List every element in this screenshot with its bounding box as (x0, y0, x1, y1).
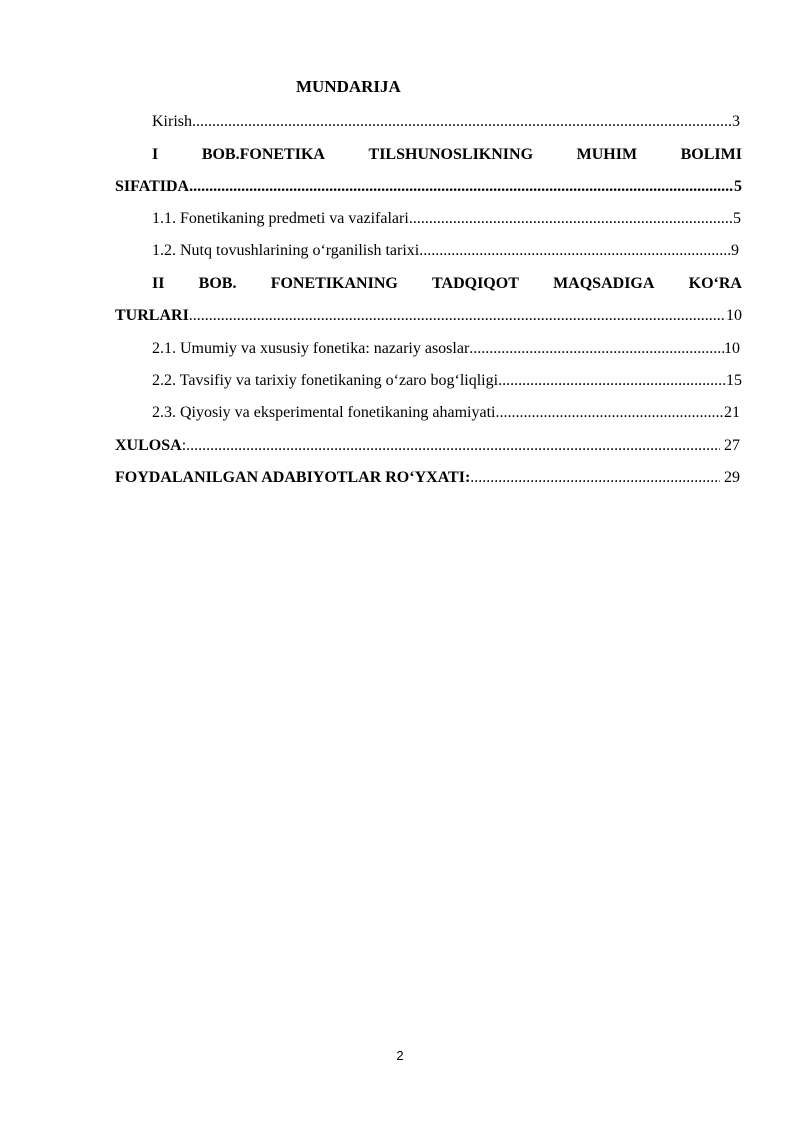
toc-entry-2-2[interactable] (152, 371, 742, 391)
toc-entry-label: XULOSA (115, 437, 182, 454)
page-number: 2 (396, 1048, 404, 1063)
toc-entry-label: 2.2. Tavsifiy va tarixiy fonetikaning o‘zaro bog‘liqligi (152, 372, 499, 389)
leader-dots (189, 306, 726, 326)
toc-entry-page: 10 (724, 340, 740, 357)
toc-entry-suffix: : (181, 437, 187, 454)
toc-entry-page: 10 (726, 307, 742, 324)
heading-word: MUHIM (576, 146, 638, 163)
toc-title: MUNDARIJA (296, 77, 401, 96)
toc-entry-label: TURLARI (115, 307, 189, 324)
toc-entry-1-1[interactable] (152, 209, 741, 229)
leader-dots (409, 209, 733, 229)
heading-word: I (152, 146, 159, 163)
toc-entry-label: 1.2. Nutq tovushlarining o‘rganilish tarixi (152, 242, 420, 259)
leader-dots (470, 468, 720, 488)
heading-word: TILSHUNOSLIKNING (368, 146, 534, 163)
leader-dots (419, 241, 731, 261)
heading-word: TADQIQOT (432, 275, 519, 292)
leader-dots (495, 403, 724, 423)
toc-entry-label: Kirish (152, 113, 192, 130)
toc-entry-chapter-1-cont[interactable] (115, 177, 742, 197)
toc-entry-1-2[interactable] (152, 241, 739, 261)
toc-entry-2-1[interactable] (152, 339, 740, 359)
heading-word: BOLIMI (680, 146, 742, 163)
toc-entry-page: 5 (733, 210, 741, 227)
toc-entry-chapter-2-cont[interactable] (115, 306, 742, 326)
toc-entry-page: 9 (731, 242, 739, 259)
heading-word: II (152, 275, 165, 292)
leader-dots (189, 177, 734, 197)
heading-word: FONETIKANING (270, 275, 398, 292)
toc-entry-references[interactable] (115, 468, 740, 488)
toc-entry-chapter-1[interactable] (152, 145, 742, 165)
heading-word: MAQSADIGA (553, 275, 655, 292)
toc-entry-page: 15 (726, 372, 742, 389)
toc-entry-page: 21 (724, 404, 740, 421)
toc-entry-page: 27 (720, 437, 740, 454)
toc-entry-chapter-2[interactable] (152, 274, 742, 294)
toc-entry-2-3[interactable] (152, 403, 740, 423)
toc-entry-label: SIFATIDA (115, 178, 190, 195)
toc-entry-page: 3 (732, 113, 740, 130)
heading-word: BOB. (198, 275, 237, 292)
toc-entry-label: 2.1. Umumiy va xususiy fonetika: nazariy asoslar (152, 340, 470, 357)
toc-entry-intro[interactable] (152, 112, 740, 132)
heading-word: BOB.FONETIKA (201, 146, 325, 163)
toc-entry-label: 1.1. Fonetikaning predmeti va vazifalari (152, 210, 409, 227)
toc-entry-page: 29 (720, 469, 740, 486)
toc-entry-label: FOYDALANILGAN ADABIYOTLAR RO‘YXATI: (115, 469, 471, 486)
toc-entry-label: 2.3. Qiyosiy va eksperimental fonetikaning ahamiyati (152, 404, 496, 421)
toc-entry-conclusion[interactable] (115, 436, 740, 456)
leader-dots (498, 371, 726, 391)
leader-dots (469, 339, 724, 359)
toc-entry-page: 5 (734, 178, 742, 195)
leader-dots (186, 436, 720, 456)
heading-word: KO‘RA (688, 275, 742, 292)
leader-dots (192, 112, 732, 132)
